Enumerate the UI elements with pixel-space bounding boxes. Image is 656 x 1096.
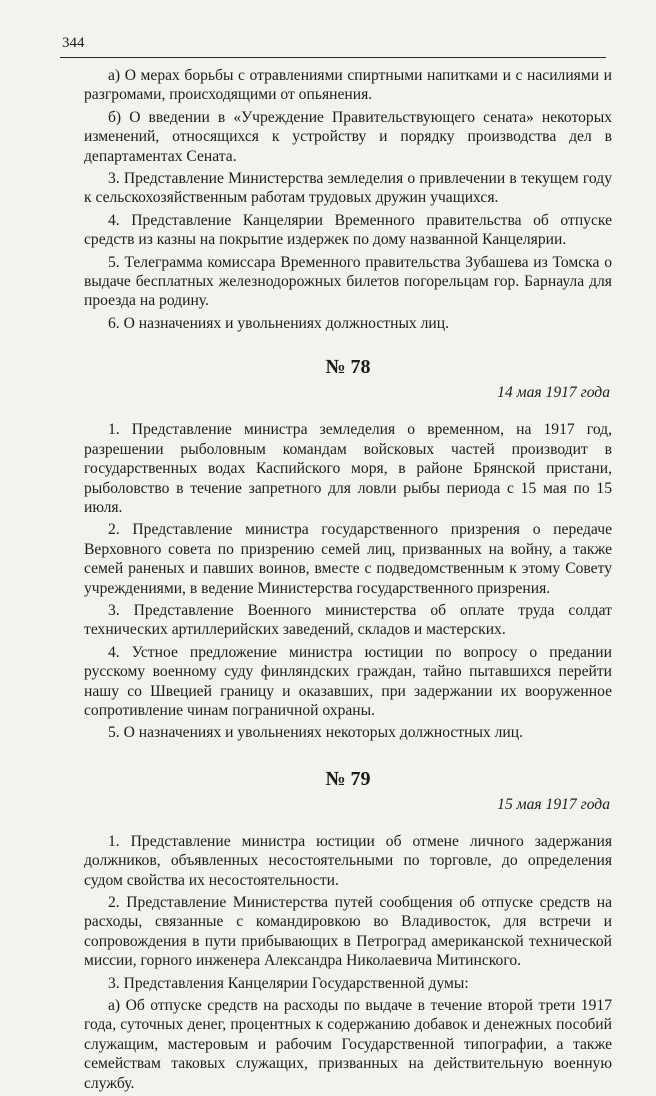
section-number: № 78	[325, 356, 371, 379]
paragraph: 5. Телеграмма комиссара Временного правительства Зубашева из Томска о выдаче бесплатных железнодорожных билетов погорельцам гор. Барнаула для проезда на родину.	[84, 253, 612, 310]
paragraph: а) Об отпуске средств на расходы по выдаче в течение второй трети 1917 года, суточных денег, процентных к содержанию добавок и денежных пособий служащим, мастеровым и рабочим Государственной типографии, а также семействам таковых служащих, призванных на действительную военную службу.	[84, 997, 612, 1092]
paragraph: 5. О назначениях и увольнениях некоторых должностных лиц.	[108, 724, 524, 742]
section-date: 14 мая 1917 года	[497, 384, 610, 402]
paragraph: 1. Представление министра юстиции об отмене личного задержания должников, объявленных несостоятельными по торговле, до определения судом свойства их несостоятельности.	[84, 832, 612, 889]
section-date: 15 мая 1917 года	[497, 795, 610, 813]
page-number: 344	[62, 35, 85, 51]
paragraph: 3. Представления Канцелярии Государственной думы:	[108, 974, 469, 992]
paragraph: 1. Представление министра земледелия о временном, на 1917 год, разрешении рыболовным командам войсковых частей производит в государственных водах Каспийского моря, в районе Брянской пристани, рыболовство в течение запретного для ловли рыбы периода с 15 мая по 15 июля.	[84, 421, 612, 516]
paragraph: 3. Представление Военного министерства об оплате труда солдат технических артиллерийских заведений, складов и мастерских.	[84, 601, 612, 639]
paragraph: 2. Представление министра государственного призрения о передаче Верховного совета по призрению семей лиц, призванных на войну, а также семей раненых и павших воинов, вместе с подведомственным к этому Совету учреждениями, в ведение Министерства государственного призрения.	[84, 521, 612, 597]
paragraph: 4. Представление Канцелярии Временного правительства об отпуске средств из казны на покрытие издержек по дому названной Канцелярии.	[84, 211, 612, 249]
paragraph: а) О мерах борьбы с отравлениями спиртными напитками и с насилиями и разгромами, происходящими от опьянения.	[84, 67, 612, 104]
section-79	[84, 767, 612, 1096]
header-rule	[60, 57, 606, 58]
paragraph: б) О введении в «Учреждение Правительствующего сената» некоторых изменений, относящихся к устройству и порядку производства дел в департаментах Сената.	[84, 108, 612, 165]
section-78	[84, 355, 612, 746]
intro-block	[84, 66, 612, 336]
section-number: № 79	[325, 767, 371, 790]
page-content	[84, 66, 612, 1096]
paragraph: 6. О назначениях и увольнениях должностных лиц.	[108, 314, 449, 332]
paragraph: 4. Устное предложение министра юстиции по вопросу о предании русскому военному суду финляндских граждан, тайно пытавшихся перейти нашу со Швецией границу и оказавших, при задержании их вооруженное сопротивление чинам пограничной охраны.	[84, 643, 612, 719]
paragraph: 2. Представление Министерства путей сообщения об отпуске средств на расходы, связанные с командировкою во Владивосток, для встречи и сопровождения в пути прибывающих в Петроград американской технической миссии, горного инженера Александра Николаевича Митинского.	[84, 894, 612, 970]
paragraph: 3. Представление Министерства земледелия о привлечении в текущем году к сельскохозяйственным работам трудовых дружин учащихся.	[84, 170, 612, 207]
